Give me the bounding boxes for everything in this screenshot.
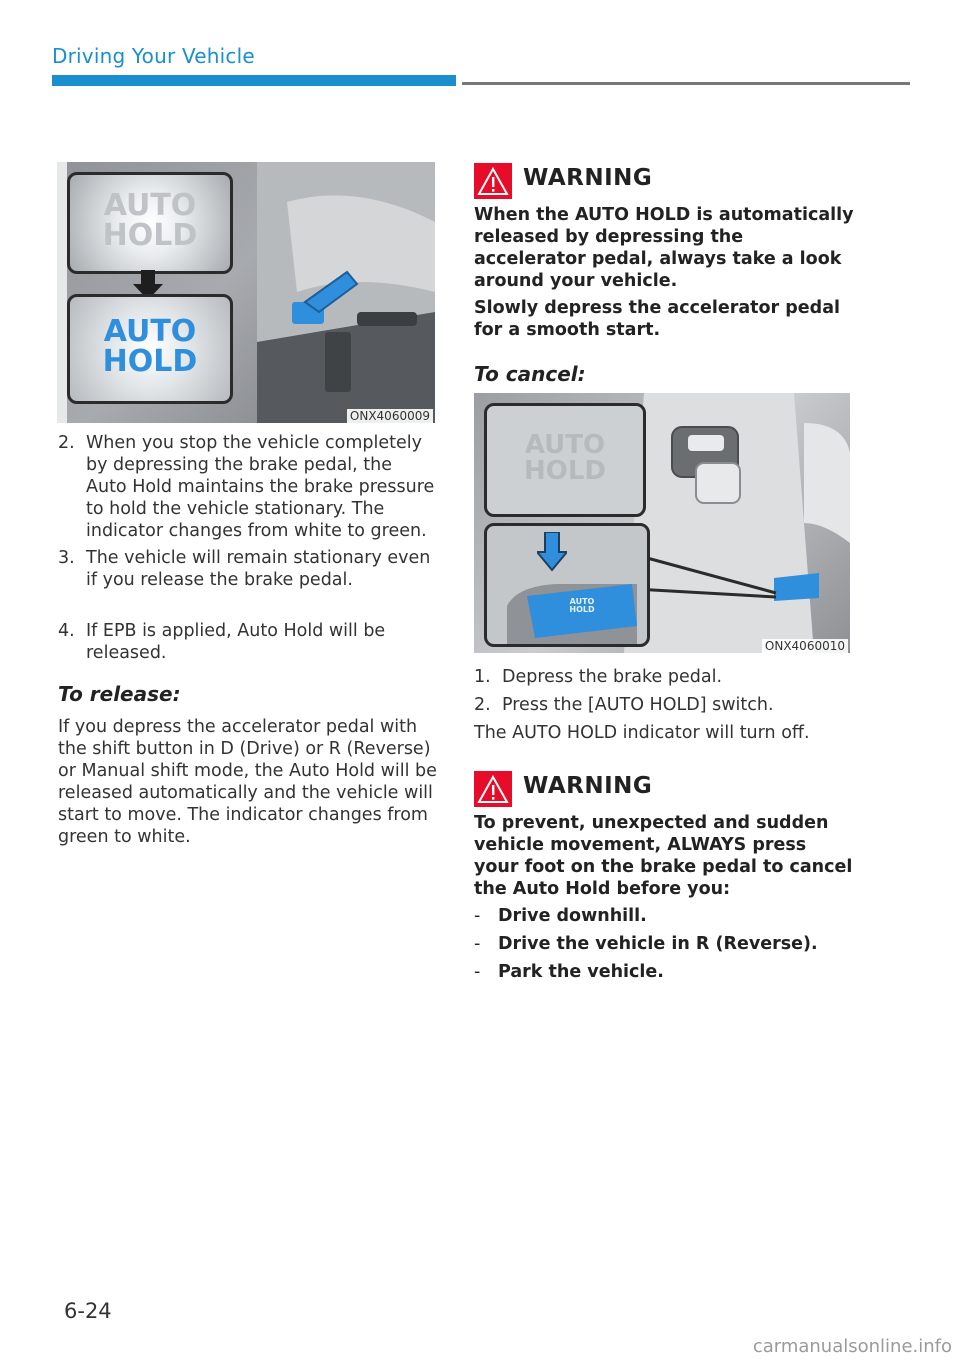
cancel-heading: To cancel: [474,362,586,386]
auto-hold-green-label: AUTO HOLD [102,314,198,379]
auto-hold-brake-figure [57,162,435,423]
figure-code: ONX4060010 [762,639,848,653]
list-item [474,905,854,927]
figure-code: ONX4060009 [347,409,433,423]
header-rule [462,82,910,85]
bullet-text: Drive the vehicle in R (Reverse). [498,934,818,954]
indicator-panel-bottom [67,294,233,404]
auto-hold-off-label: AUTO HOLD [523,430,606,486]
warning-text: When the AUTO HOLD is automatically released by depressing the accelerator pedal, always take a look around your vehicle. [474,205,854,291]
step-number: 2. [58,433,75,453]
step-number: 2. [474,695,491,715]
step-number: 1. [474,667,491,687]
step-text: When you stop the vehicle completely by depressing the brake pedal, the Auto Hold maintains the brake pressure to hold the vehicle stationary. The indicator changes from white to green. [86,433,435,541]
watermark: carmanualsonline.info [752,1336,952,1357]
auto-hold-button-label: AUTO HOLD [569,597,595,614]
press-arrow-icon [537,532,567,572]
warning-label: WARNING [523,773,653,799]
section-title: Driving Your Vehicle [52,44,255,68]
page-number: 6-24 [64,1299,112,1323]
bullet-dash: - [474,906,481,926]
bullet-text: Park the vehicle. [498,962,664,982]
list-item [58,547,438,591]
indicator-panel-top [67,172,233,274]
release-heading: To release: [58,682,181,706]
list-item [58,432,438,542]
step-text: Press the [AUTO HOLD] switch. [502,695,774,715]
list-item [474,933,854,955]
auto-hold-switch-figure [474,393,850,653]
indicator-panel [484,403,646,517]
list-item [474,694,854,716]
warning-text: To prevent, unexpected and sudden vehicle movement, ALWAYS press your foot on the brake pedal to cancel the Auto Hold before you: [474,813,853,899]
warning-header [474,163,774,199]
cancel-note: The AUTO HOLD indicator will turn off. [474,723,810,743]
bullet-dash: - [474,962,481,982]
list-item [474,666,854,688]
warning-header [474,771,774,807]
bullet-dash: - [474,934,481,954]
step-text: The vehicle will remain stationary even if you release the brake pedal. [86,548,431,590]
step-number: 3. [58,548,75,568]
switch-zoom-panel [484,523,650,647]
warning-icon [474,771,512,807]
auto-hold-white-label: AUTO HOLD [102,188,198,253]
step-text: If EPB is applied, Auto Hold will be released. [86,621,386,663]
warning-icon [474,163,512,199]
warning-label: WARNING [523,165,653,191]
bullet-text: Drive downhill. [498,906,647,926]
step-number: 4. [58,621,75,641]
release-text: If you depress the accelerator pedal with the shift button in D (Drive) or R (Reverse) or Manual shift mode, the Auto Hold will be released automatically and the vehicle will start to move. The indicator changes from green to white. [58,717,437,847]
list-item [474,961,854,983]
list-item [58,620,438,664]
step-text: Depress the brake pedal. [502,667,723,687]
warning-text: Slowly depress the accelerator pedal for a smooth start. [474,298,840,340]
header-rule-accent [52,75,456,86]
